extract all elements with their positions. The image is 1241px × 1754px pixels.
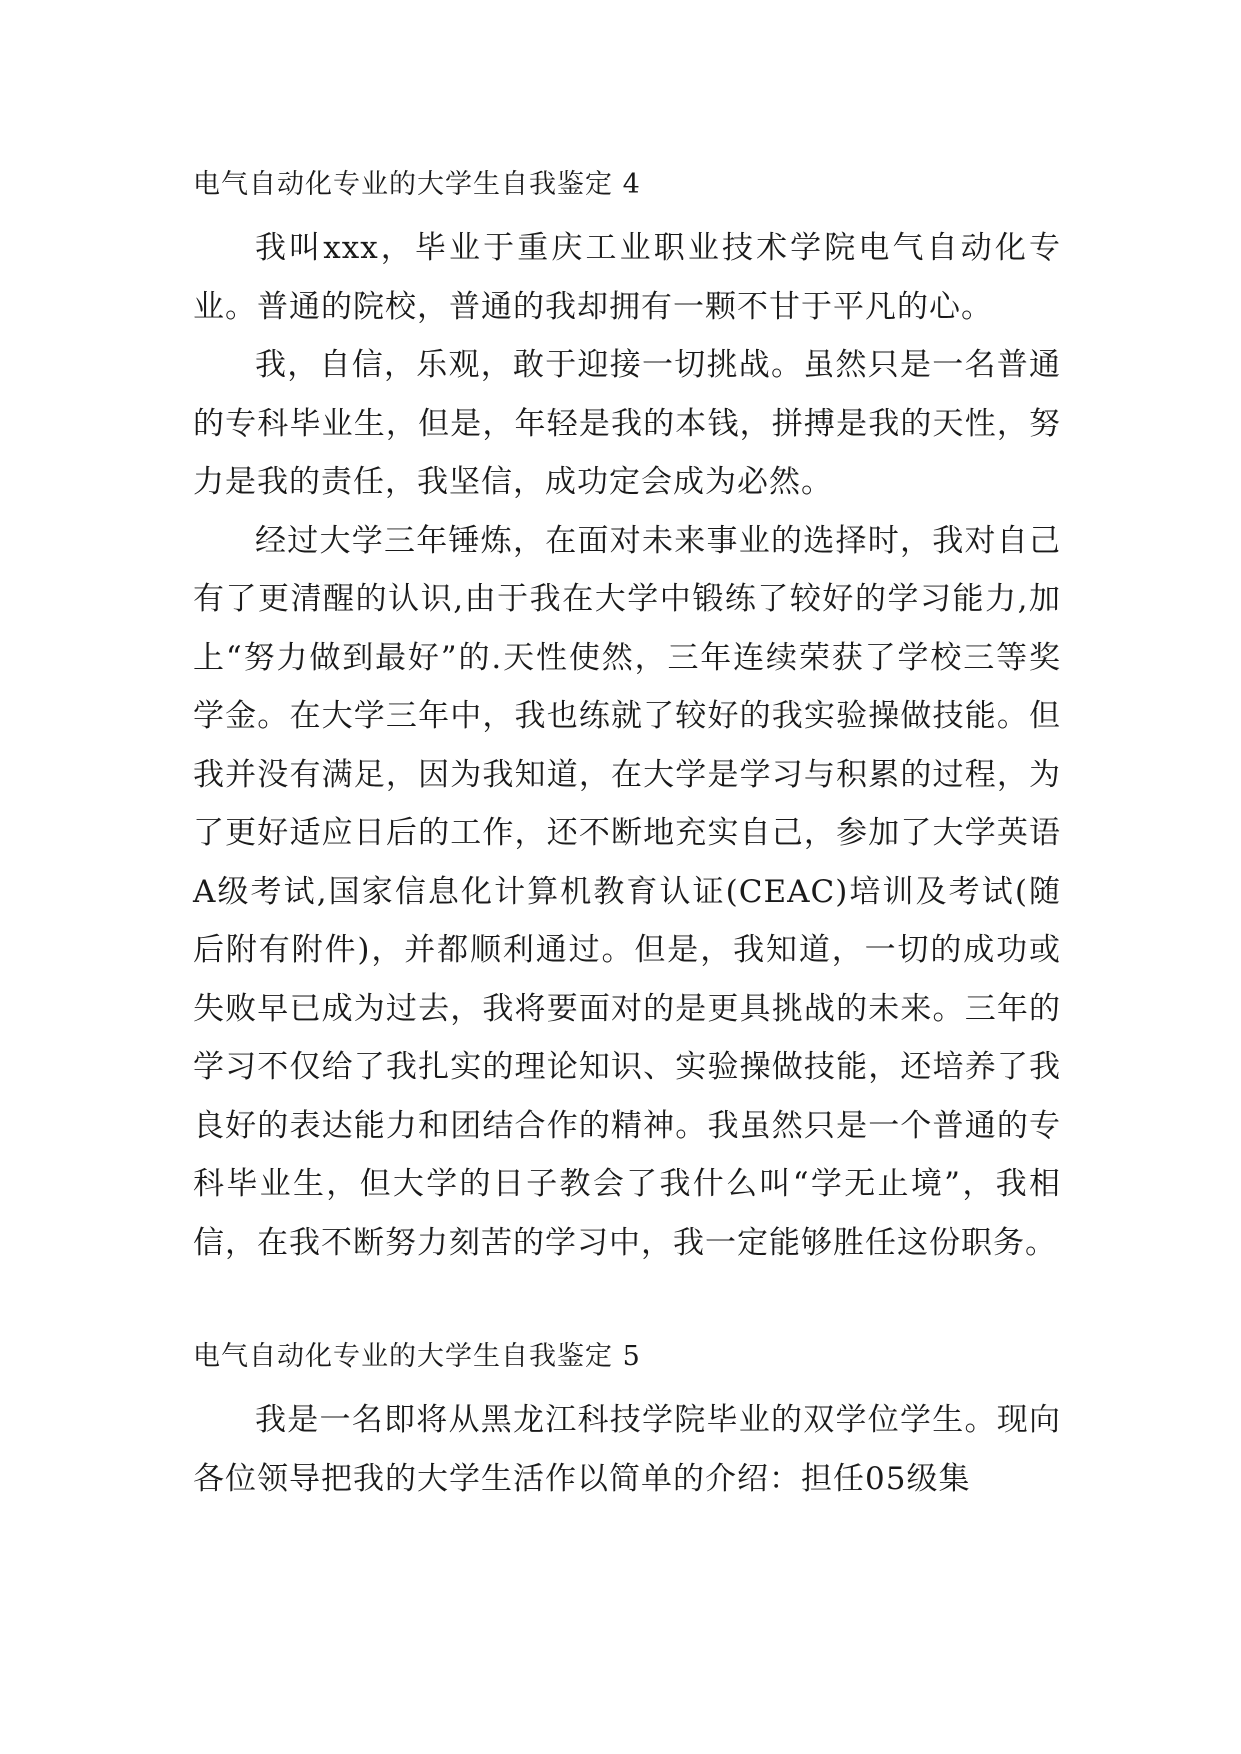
section-heading: 电气自动化专业的大学生自我鉴定 5: [193, 1341, 641, 1372]
paragraph: 我是一名即将从黑龙江科技学院毕业的双学位学生。现向各位领导把我的大学生活作以简单的介绍：担任05级集: [193, 1402, 1061, 1497]
section-5: [193, 1335, 1061, 1508]
section-4: [193, 163, 1061, 1272]
document-body: [193, 163, 1061, 1508]
paragraph: 我叫xxx，毕业于重庆工业职业技术学院电气自动化专业。普通的院校，普通的我却拥有一颗不甘于平凡的心。: [193, 230, 1061, 325]
paragraph: 经过大学三年锤炼，在面对未来事业的选择时，我对自己有了更清醒的认识,由于我在大学中锻练了较好的学习能力,加上“努力做到最好”的.天性使然，三年连续荣获了学校三等奖学金。在大学三年中，我也练就了较好的我实验操做技能。但我并没有满足，因为我知道，在大学是学习与积累的过程，为了更好适应日后的工作，还不断地充实自己，参加了大学英语A级考试,国家信息化计算机教育认证(CEAC)培训及考试(随后附有附件)，并都顺利通过。但是，我知道，一切的成功或失败早已成为过去，我将要面对的是更具挑战的未来。三年的学习不仅给了我扎实的理论知识、实验操做技能，还培养了我良好的表达能力和团结合作的精神。我虽然只是一个普通的专科毕业生，但大学的日子教会了我什么叫“学无止境”，我相信，在我不断努力刻苦的学习中，我一定能够胜任这份职务。: [193, 522, 1061, 1261]
paragraph: 我，自信，乐观，敢于迎接一切挑战。虽然只是一名普通的专科毕业生，但是，年轻是我的本钱，拼搏是我的天性，努力是我的责任，我坚信，成功定会成为必然。: [193, 347, 1061, 500]
section-heading: 电气自动化专业的大学生自我鉴定 4: [193, 169, 641, 200]
